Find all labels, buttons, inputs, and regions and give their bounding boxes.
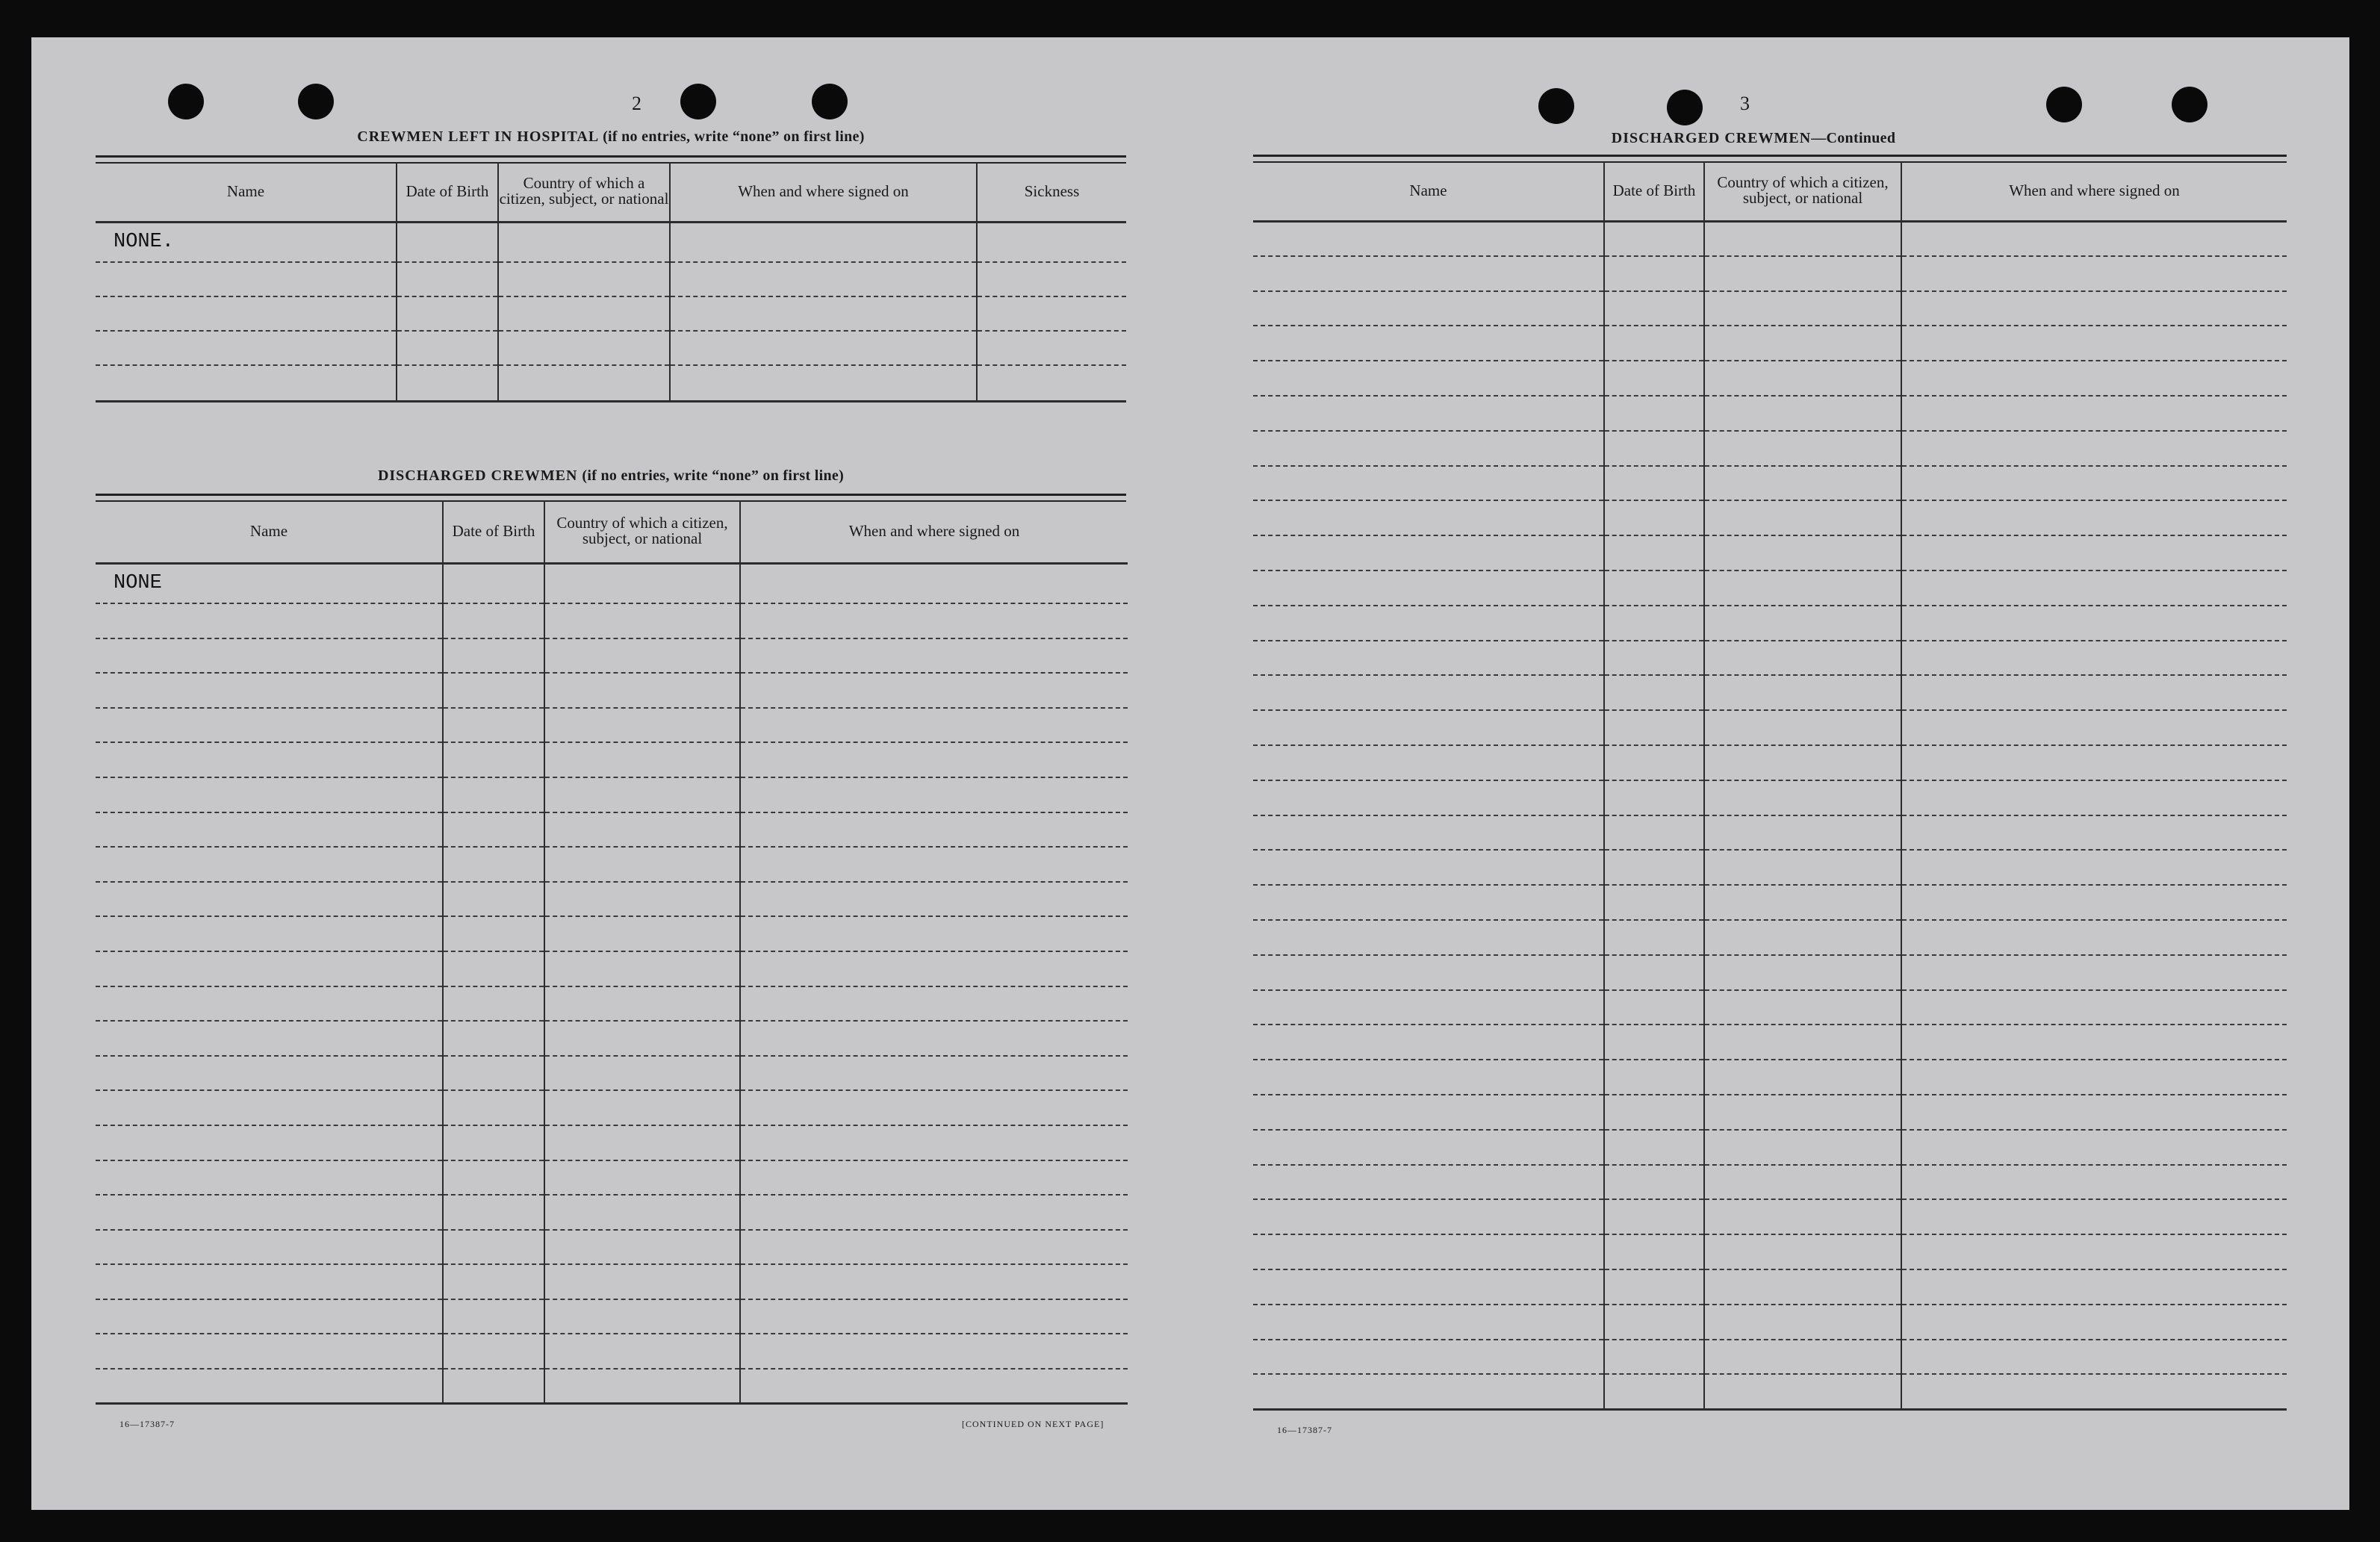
table-row <box>1253 396 2287 431</box>
table-row <box>1253 1095 2287 1130</box>
page-number: 2 <box>632 93 641 114</box>
hospital-table <box>96 162 1126 402</box>
table-row <box>96 847 1128 882</box>
table-row <box>1253 641 2287 676</box>
col-header-date-of-birth: Date of Birth <box>397 162 498 222</box>
table-row <box>96 1230 1128 1265</box>
col-header-signed-on: When and where signed on <box>1901 161 2287 221</box>
table-row <box>1253 1234 2287 1269</box>
table-row <box>96 1056 1128 1091</box>
table-cell: NONE. <box>96 222 397 262</box>
discharged-continued-title <box>1574 130 1933 147</box>
table-row <box>1253 291 2287 326</box>
table-row <box>96 1369 1128 1404</box>
table-row <box>1253 571 2287 606</box>
table-row <box>96 986 1128 1022</box>
discharged-section-title <box>96 467 1126 485</box>
document-sheet <box>31 37 2349 1510</box>
discharged-continued-table <box>1253 161 2287 1411</box>
table-row <box>96 742 1128 777</box>
col-header-name: Name <box>1253 161 1604 221</box>
table-row <box>1253 361 2287 396</box>
table-row <box>1253 606 2287 641</box>
col-header-date-of-birth: Date of Birth <box>1604 161 1704 221</box>
table-row <box>1253 466 2287 501</box>
table-row <box>1253 221 2287 256</box>
table-row <box>1253 955 2287 990</box>
table-row <box>1253 535 2287 571</box>
form-number: 16—17387-7 <box>119 1419 175 1429</box>
table-row <box>1253 780 2287 815</box>
right-page <box>1253 37 2287 1510</box>
table-row <box>1253 256 2287 291</box>
table-row <box>1253 990 2287 1025</box>
left-page <box>96 37 1126 1510</box>
table-row <box>1253 745 2287 780</box>
hospital-section-title <box>96 128 1126 146</box>
table-row <box>1253 885 2287 920</box>
table-row <box>1253 1060 2287 1095</box>
table-cell: NONE <box>96 563 443 603</box>
table-row <box>1253 326 2287 361</box>
table-row <box>96 673 1128 708</box>
table-row <box>96 1334 1128 1369</box>
table-row <box>1253 920 2287 955</box>
col-header-country: Country of which a citizen, subject, or national <box>498 162 670 222</box>
col-header-name: Name <box>96 500 443 563</box>
col-header-country: Country of which a citizen, subject, or national <box>544 500 740 563</box>
table-row <box>96 1195 1128 1230</box>
page-number: 3 <box>1740 93 1750 114</box>
table-row <box>96 1125 1128 1160</box>
hospital-title-note: (if no entries, write “none” on first line) <box>603 128 865 145</box>
table-row <box>96 916 1128 951</box>
table-row <box>96 951 1128 986</box>
table-row <box>1253 1130 2287 1165</box>
col-header-signed-on: When and where signed on <box>740 500 1128 563</box>
table-row <box>1253 850 2287 885</box>
table-row <box>1253 1269 2287 1305</box>
table-row <box>1253 431 2287 466</box>
table-row <box>1253 500 2287 535</box>
table-row <box>1253 1340 2287 1375</box>
table-row <box>1253 1374 2287 1409</box>
table-row <box>1253 1165 2287 1200</box>
hospital-title-text: CREWMEN LEFT IN HOSPITAL <box>357 128 599 145</box>
table-row <box>96 777 1128 812</box>
discharged-continued-suffix: —Continued <box>1811 130 1896 146</box>
table-row <box>96 1264 1128 1299</box>
table-row <box>1253 675 2287 710</box>
col-header-date-of-birth: Date of Birth <box>443 500 544 563</box>
table-row <box>96 1299 1128 1334</box>
table-row <box>96 708 1128 743</box>
discharged-title-note: (if no entries, write “none” on first line) <box>582 467 845 484</box>
table-row <box>1253 1305 2287 1340</box>
table-row <box>96 1160 1128 1196</box>
col-header-signed-on: When and where signed on <box>670 162 977 222</box>
discharged-title-text: DISCHARGED CREWMEN <box>377 467 578 484</box>
col-header-sickness: Sickness <box>977 162 1126 222</box>
table-row <box>96 1090 1128 1125</box>
discharged-continued-title-text: DISCHARGED CREWMEN <box>1611 130 1812 146</box>
table-row <box>1253 710 2287 745</box>
continued-note: [CONTINUED ON NEXT PAGE] <box>962 1419 1104 1429</box>
table-row <box>96 1021 1128 1056</box>
discharged-table <box>96 500 1128 1405</box>
table-row <box>96 603 1128 638</box>
table-row <box>96 812 1128 848</box>
col-header-name: Name <box>96 162 397 222</box>
table-row <box>1253 1025 2287 1060</box>
col-header-country: Country of which a citizen, subject, or national <box>1704 161 1901 221</box>
form-number: 16—17387-7 <box>1277 1425 1332 1435</box>
table-row <box>96 638 1128 674</box>
table-row <box>1253 1199 2287 1234</box>
table-row <box>1253 815 2287 851</box>
table-row <box>96 882 1128 917</box>
